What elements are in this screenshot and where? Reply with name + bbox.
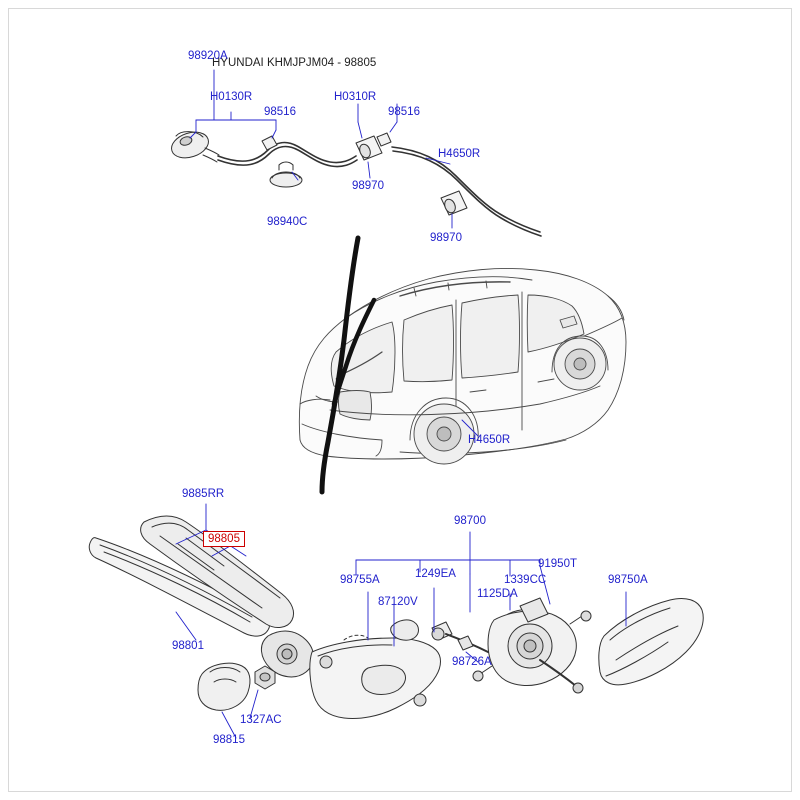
part-label-98805-highlighted[interactable]: 98805 <box>203 531 245 547</box>
part-label-98970-right[interactable]: 98970 <box>430 232 462 244</box>
part-label-98815[interactable]: 98815 <box>213 734 245 746</box>
part-label-98516-left[interactable]: 98516 <box>264 106 296 118</box>
motor-cover-right <box>599 598 703 684</box>
part-label-1339CC[interactable]: 1339CC <box>504 574 547 586</box>
washer-grommet <box>270 162 302 187</box>
part-label-98920A[interactable]: 98920A <box>188 50 228 62</box>
washer-nozzle-part <box>168 128 219 163</box>
part-label-1327AC[interactable]: 1327AC <box>240 714 282 726</box>
hose-connector-right <box>441 191 467 215</box>
part-label-H0130R[interactable]: H0130R <box>210 91 253 103</box>
part-label-1125DA[interactable]: 1125DA <box>477 588 518 600</box>
diagram-title: HYUNDAI KHMJPJM04 - 98805 <box>212 57 377 69</box>
part-label-1249EA[interactable]: 1249EA <box>415 568 456 580</box>
washer-hose-left <box>218 143 356 163</box>
part-label-H4650R-vehicle[interactable]: H4650R <box>468 434 511 446</box>
wiper-motor-part <box>473 598 591 693</box>
part-label-98700[interactable]: 98700 <box>454 515 486 527</box>
part-label-H4650R-top[interactable]: H4650R <box>438 148 481 160</box>
part-label-98516-right[interactable]: 98516 <box>388 106 420 118</box>
part-label-98940C[interactable]: 98940C <box>267 216 308 228</box>
part-label-98801[interactable]: 98801 <box>172 640 204 652</box>
part-label-98970-left[interactable]: 98970 <box>352 180 384 192</box>
part-label-91950T[interactable]: 91950T <box>538 558 578 570</box>
part-label-98750A[interactable]: 98750A <box>608 574 648 586</box>
part-label-98755A[interactable]: 98755A <box>340 574 380 586</box>
hose-clip-right <box>377 133 391 146</box>
motor-bracket-left <box>310 620 441 719</box>
part-label-98726A[interactable]: 98726A <box>452 656 492 668</box>
part-label-H0310R[interactable]: H0310R <box>334 91 377 103</box>
arm-cap-part <box>198 663 250 710</box>
motor-linkage <box>432 622 488 652</box>
hose-clip-left <box>262 136 277 150</box>
part-label-87120V[interactable]: 87120V <box>378 596 418 608</box>
part-label-9885RR[interactable]: 9885RR <box>182 488 225 500</box>
